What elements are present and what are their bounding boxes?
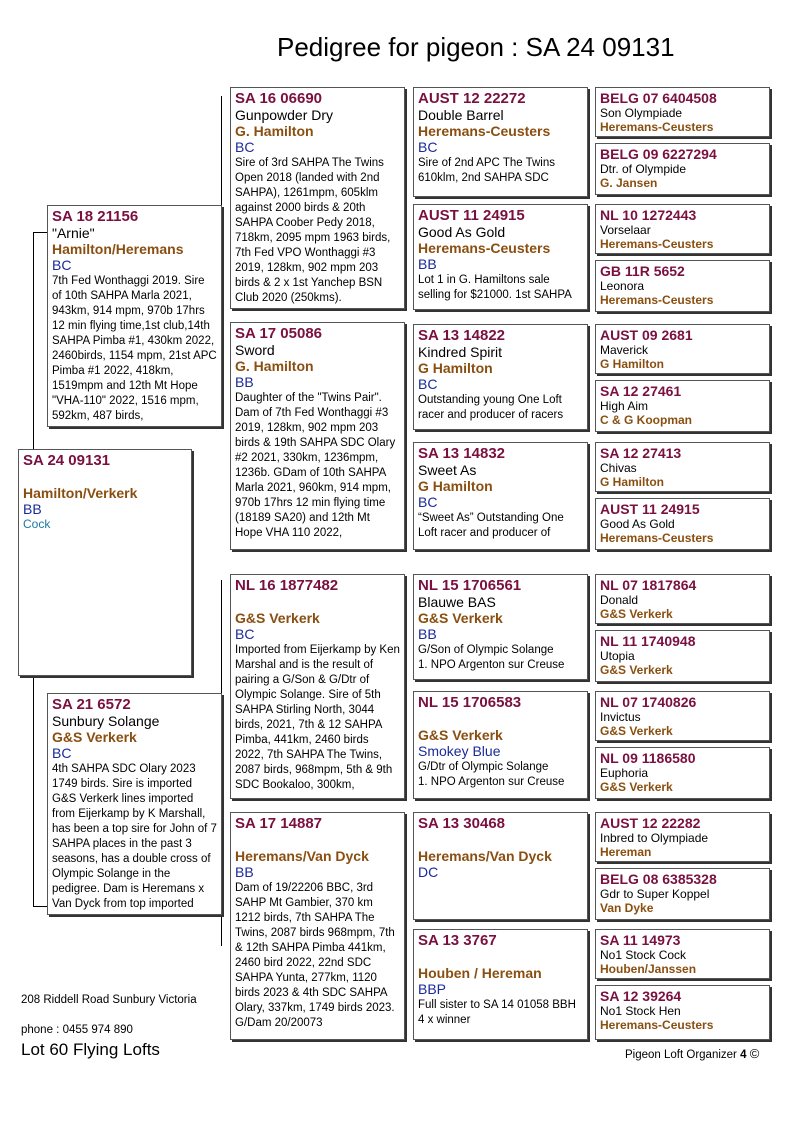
ring-number: SA 17 14887 <box>235 815 323 832</box>
dam-card[interactable] <box>47 693 222 915</box>
owner: Hamilton/Heremans <box>52 241 184 257</box>
granddam-paternal-card[interactable] <box>230 322 405 550</box>
ring-number: SA 12 39264 <box>600 988 682 1004</box>
grandsire-paternal-card[interactable] <box>230 87 405 309</box>
owner: G. Hamilton <box>235 123 314 139</box>
ring-number: SA 18 21156 <box>52 208 139 225</box>
ring-number: SA 12 27413 <box>600 445 682 461</box>
gen3-card[interactable] <box>413 204 588 310</box>
copyright-icon: © <box>749 1046 760 1061</box>
colour: BC <box>418 376 438 392</box>
colour: BB <box>418 256 437 272</box>
owner: G Hamilton <box>418 360 493 376</box>
ring-number: NL 11 1740948 <box>600 633 696 649</box>
gen4-card[interactable] <box>595 380 770 432</box>
pigeon-name: Maverick <box>600 343 649 357</box>
gen3-card[interactable] <box>413 442 588 550</box>
colour: BB <box>235 374 254 390</box>
ring-number: SA 12 27461 <box>600 383 682 399</box>
colour: Smokey Blue <box>418 743 501 759</box>
performance-notes: G/Dtr of Olympic Solange 1. NPO Argenton sur Creuse <box>418 761 565 788</box>
gen4-card[interactable] <box>595 868 770 920</box>
ring-number: BELG 08 6385328 <box>600 871 717 887</box>
owner: Heremans-Ceusters <box>418 240 551 256</box>
pigeon-name: Donald <box>600 593 639 607</box>
colour: BB <box>418 626 437 642</box>
owner: G&S Verkerk <box>418 727 503 743</box>
pigeon-name: Dtr. of Olympide <box>600 162 687 176</box>
ring-number: NL 16 1877482 <box>235 577 339 594</box>
performance-notes: Outstanding young One Loft racer and producer of racers <box>418 394 564 421</box>
ring-number: NL 09 1186580 <box>600 750 696 766</box>
pigeon-name: Good As Gold <box>600 517 675 531</box>
gen3-card[interactable] <box>413 324 588 430</box>
ring-number: SA 13 14832 <box>418 445 506 462</box>
ring-number: AUST 09 2681 <box>600 327 693 343</box>
subject-card[interactable] <box>18 449 192 676</box>
gen4-card[interactable] <box>595 143 770 195</box>
colour: BC <box>418 494 438 510</box>
colour: BB <box>235 864 254 880</box>
pigeon-name <box>418 949 583 965</box>
gen3-card[interactable] <box>413 574 588 680</box>
gen3-card[interactable] <box>413 691 588 799</box>
colour: DC <box>418 864 439 880</box>
ring-number: SA 13 30468 <box>418 815 506 832</box>
gen3-card[interactable] <box>413 929 588 1040</box>
performance-notes: “Sweet As” Outstanding One Loft racer and producer of <box>418 512 564 539</box>
software-name: Pigeon Loft Organizer <box>625 1049 737 1061</box>
gen4-card[interactable] <box>595 630 770 682</box>
ring-number: SA 16 06690 <box>235 90 323 107</box>
owner: G. Hamilton <box>235 358 314 374</box>
gen4-card[interactable] <box>595 747 770 799</box>
performance-notes: G/Son of Olympic Solange 1. NPO Argenton sur Creuse <box>418 644 565 671</box>
pigeon-name: Sword <box>235 342 275 358</box>
owner: G&S Verkerk <box>600 780 673 794</box>
pigeon-name: High Aim <box>600 399 649 413</box>
ring-number: AUST 11 24915 <box>600 501 700 517</box>
colour: BC <box>235 139 255 155</box>
pigeon-name: Blauwe BAS <box>418 594 496 610</box>
pigeon-name: Chivas <box>600 461 637 475</box>
page-title: Pedigree for pigeon : SA 24 09131 <box>277 32 675 62</box>
ring-number: BELG 09 6227294 <box>600 146 717 162</box>
owner: C & G Koopman <box>600 413 692 427</box>
pigeon-name: Sunbury Solange <box>52 713 160 729</box>
connector-line <box>33 232 34 450</box>
ring-number: NL 07 1740826 <box>600 694 697 710</box>
ring-number: SA 24 09131 <box>23 452 111 469</box>
sire-card[interactable] <box>47 205 222 427</box>
pigeon-name <box>23 469 187 485</box>
pigeon-name: "Arnie" <box>52 225 95 241</box>
owner: Houben / Hereman <box>418 965 542 981</box>
performance-notes: Dam of 19/22206 BBC, 3rd SAHP Mt Gambier, 370 km 1212 birds, 7th SAHPA The Twins, 2087 birds 968mpm, 7th & 12th SAHPA Pimba 441km, 2460 bird 2022, 22nd SDC SAHPA Yunta, 277km, 1120 birds 2023 & 4th SDC SAHPA Olary, 337km, 1749 birds 2023. G/Dam 20/20073 <box>235 882 395 1029</box>
colour: BC <box>235 626 255 642</box>
pigeon-name: Son Olympiade <box>600 106 683 120</box>
colour: BC <box>52 745 72 761</box>
gen4-card[interactable] <box>595 812 770 862</box>
owner: G Hamilton <box>418 478 493 494</box>
pigeon-name: No1 Stock Hen <box>600 1004 681 1018</box>
performance-notes: Lot 1 in G. Hamiltons sale selling for $21000. 1st SAHPA <box>418 274 572 301</box>
owner: Heremans/Van Dyck <box>418 848 552 864</box>
owner: Hamilton/Verkerk <box>23 485 138 501</box>
owner: Heremans-Ceusters <box>418 123 551 139</box>
connector-line <box>221 580 222 700</box>
software-version: 4 <box>740 1049 747 1061</box>
gen4-card[interactable] <box>595 574 770 624</box>
owner: Heremans-Ceusters <box>600 237 714 251</box>
granddam-maternal-card[interactable] <box>230 812 405 1040</box>
gen4-card[interactable] <box>595 260 770 312</box>
colour: BBP <box>418 981 447 997</box>
owner: Van Dyke <box>600 901 654 915</box>
pigeon-name: Inbred to Olympiade <box>600 831 709 845</box>
connector-line <box>33 676 34 906</box>
ring-number: SA 13 14822 <box>418 327 506 344</box>
software-credit <box>625 1046 759 1061</box>
performance-notes: Sire of 2nd APC The Twins 610klm, 2nd SAHPA SDC <box>418 157 556 184</box>
pigeon-name: Invictus <box>600 710 641 724</box>
performance-notes: Imported from Eijerkamp by Ken Marshal and is the result of pairing a G/Son & G/Dtr of Olympic Solange. Sire of 5th SAHPA Stirling North, 3044 birds, 2021, 7th & 12 SAHPA Pimba, 441km, 2460 birds 2022, 7th SAHPA The Twins, 2087 birds, 968mpm, 5th & 9th SDC Bookaloo, 300km, <box>235 644 400 791</box>
pigeon-name: Double Barrel <box>418 107 504 123</box>
gen4-card[interactable] <box>595 204 770 254</box>
owner: Hereman <box>600 845 652 859</box>
performance-notes: Daughter of the "Twins Pair". Dam of 7th Fed Wonthaggi #3 2019, 128km, 902 mpm 203 birds & 19th SAHPA SDC Olary #2 2021, 330km, 1236mpm, 1236b. GDam of 10th SAHPA Marla 2021, 960km, 914 mpm, 970b 17hrs 12 min flying time (18189 SA20) and 12th Mt Hope VHA 110 2022, <box>235 392 396 539</box>
pigeon-name: Good As Gold <box>418 224 506 240</box>
colour: BC <box>418 139 438 155</box>
ring-number: NL 07 1817864 <box>600 577 697 593</box>
colour: BB <box>23 501 42 517</box>
gen4-card[interactable] <box>595 324 770 374</box>
connector-line <box>33 232 47 233</box>
ring-number: AUST 12 22272 <box>418 90 526 107</box>
connector-line <box>33 906 47 907</box>
owner: G&S Verkerk <box>418 610 503 626</box>
owner: Heremans-Ceusters <box>600 1018 714 1032</box>
owner: G&S Verkerk <box>600 724 673 738</box>
pigeon-name: Gunpowder Dry <box>235 107 334 123</box>
ring-number: SA 21 6572 <box>52 696 131 713</box>
ring-number: AUST 11 24915 <box>418 207 525 224</box>
sex: Cock <box>23 517 51 531</box>
lot-label: Lot 60 Flying Lofts <box>21 1040 160 1059</box>
ring-number: NL 10 1272443 <box>600 207 697 223</box>
performance-notes: Full sister to SA 14 01058 BBH 4 x winner <box>418 999 576 1026</box>
ring-number: NL 15 1706561 <box>418 577 522 594</box>
loft-phone: phone : 0455 974 890 <box>21 1024 133 1036</box>
ring-number: AUST 12 22282 <box>600 815 701 831</box>
owner: Heremans-Ceusters <box>600 531 714 545</box>
owner: G&S Verkerk <box>235 610 320 626</box>
pigeon-name: Euphoria <box>600 766 649 780</box>
ring-number: GB 11R 5652 <box>600 263 685 279</box>
owner: G&S Verkerk <box>600 663 673 677</box>
owner: G&S Verkerk <box>600 607 673 621</box>
gen4-card[interactable] <box>595 498 770 550</box>
pigeon-name <box>235 832 400 848</box>
pigeon-name: Vorselaar <box>600 223 651 237</box>
ring-number: SA 11 14973 <box>600 932 681 948</box>
ring-number: SA 13 3767 <box>418 932 497 949</box>
gen4-card[interactable] <box>595 929 770 979</box>
gen3-card[interactable] <box>413 87 588 197</box>
grandsire-maternal-card[interactable] <box>230 574 405 799</box>
pigeon-name: Gdr to Super Koppel <box>600 887 710 901</box>
pigeon-name: Kindred Spirit <box>418 344 503 360</box>
colour: BC <box>52 257 72 273</box>
owner: G. Jansen <box>600 176 658 190</box>
pigeon-name: Leonora <box>600 279 645 293</box>
owner: G Hamilton <box>600 357 665 371</box>
gen4-card[interactable] <box>595 985 770 1040</box>
pigeon-name: Utopia <box>600 649 635 663</box>
owner: Heremans/Van Dyck <box>235 848 369 864</box>
performance-notes: 4th SAHPA SDC Olary 2023 1749 birds. Sire is imported G&S Verkerk lines imported from Eijerkamp by K Marshall, has been a top sire for John of 7 SAHPA places in the past 3 seasons, has a double cross of Olympic Solange in the pedigree. Dam is Heremans x Van Dyck from top imported <box>52 763 217 910</box>
gen4-card[interactable] <box>595 87 770 137</box>
ring-number: NL 15 1706583 <box>418 694 522 711</box>
pigeon-name <box>235 594 400 610</box>
performance-notes: Sire of 3rd SAHPA The Twins Open 2018 (landed with 2nd SAHPA), 1261mpm, 605klm against 2000 birds & 20th SAHPA Coober Pedy 2018, 718km, 2095 mpm 1963 birds, 7th Fed VPO Wonthaggi #3 2019, 128km, 902 mpm 203 birds & 2 x 1st Yanchep BSN Club 2020 (250kms). <box>235 157 391 304</box>
pigeon-name <box>418 711 583 727</box>
gen3-card[interactable] <box>413 812 588 920</box>
pigeon-name: No1 Stock Cock <box>600 948 687 962</box>
pigeon-name: Sweet As <box>418 462 477 478</box>
owner: Houben/Janssen <box>600 962 697 976</box>
ring-number: BELG 07 6404508 <box>600 90 717 106</box>
owner: G Hamilton <box>600 475 665 489</box>
gen4-card[interactable] <box>595 442 770 492</box>
pigeon-name <box>418 832 583 848</box>
performance-notes: 7th Fed Wonthaggi 2019. Sire of 10th SAHPA Marla 2021, 943km, 914 mpm, 970b 17hrs 12 min flying time,1st club,14th SAHPA Pimba #1, 430km 2022, 2460birds, 1154 mpm, 21st APC Pimba #1 2022, 418km, 1519mpm and 12th Mt Hope "VHA-110" 2022, 1516 mpm, 592km, 487 birds, <box>52 275 217 422</box>
ring-number: SA 17 05086 <box>235 325 323 342</box>
owner: Heremans-Ceusters <box>600 293 714 307</box>
owner: G&S Verkerk <box>52 729 137 745</box>
loft-address: 208 Riddell Road Sunbury Victoria <box>21 994 197 1006</box>
owner: Heremans-Ceusters <box>600 120 714 134</box>
gen4-card[interactable] <box>595 691 770 741</box>
